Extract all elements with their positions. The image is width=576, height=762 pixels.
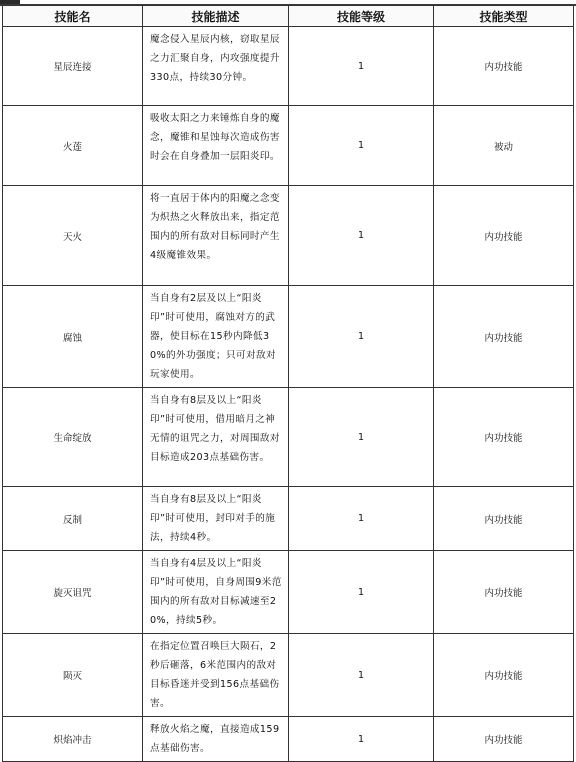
skill-desc: 当自身有8层及以上“阳炎印”时可使用，借用暗月之神无情的诅咒之力，对周围敌对目标造成203点基础伤害。 <box>143 388 289 487</box>
header-skill-name: 技能名 <box>3 6 143 27</box>
skill-desc: 当自身有2层及以上“阳炎印”时可使用，腐蚀对方的武器，使目标在15秒内降低30%的外功强度；只可对敌对玩家使用。 <box>143 286 289 388</box>
skill-name: 火莲 <box>3 106 143 186</box>
skill-name: 陨灭 <box>3 634 143 717</box>
skill-level: 1 <box>289 551 434 634</box>
skill-name: 腐蚀 <box>3 286 143 388</box>
skill-level: 1 <box>289 487 434 551</box>
skill-desc: 当自身有8层及以上“阳炎印”时可使用，封印对手的施法，持续4秒。 <box>143 487 289 551</box>
skill-level: 1 <box>289 186 434 286</box>
skill-desc: 将一直居于体内的阳魔之念变为炽热之火释放出来，指定范围内的所有敌对目标同时产生4级魔锥效果。 <box>143 186 289 286</box>
table-row <box>3 551 574 634</box>
skill-desc: 当自身有4层及以上“阳炎印”时可使用，自身周围9米范围内的所有敌对目标减速至20%，持续5秒。 <box>143 551 289 634</box>
skill-type: 内功技能 <box>434 551 574 634</box>
skill-name: 天火 <box>3 186 143 286</box>
skill-type: 内功技能 <box>434 186 574 286</box>
skill-table <box>2 5 574 762</box>
skill-name: 旋灭诅咒 <box>3 551 143 634</box>
skill-type: 内功技能 <box>434 27 574 106</box>
table-row <box>3 717 574 762</box>
skill-type: 内功技能 <box>434 717 574 762</box>
table-row <box>3 186 574 286</box>
skill-name: 反制 <box>3 487 143 551</box>
skill-desc: 魔念侵入星辰内核，窃取星辰之力汇聚自身，内攻强度提升330点，持续30分钟。 <box>143 27 289 106</box>
skill-level: 1 <box>289 286 434 388</box>
skill-level: 1 <box>289 717 434 762</box>
skill-desc: 在指定位置召唤巨大陨石，2秒后砸落，6米范围内的敌对目标昏迷并受到156点基础伤害。 <box>143 634 289 717</box>
table-row <box>3 286 574 388</box>
skill-name: 生命绽放 <box>3 388 143 487</box>
header-skill-desc: 技能描述 <box>143 6 289 27</box>
skill-name: 炽焰冲击 <box>3 717 143 762</box>
skill-level: 1 <box>289 106 434 186</box>
skill-desc: 吸收太阳之力来锤炼自身的魔念，魔锥和星蚀每次造成伤害时会在自身叠加一层阳炎印。 <box>143 106 289 186</box>
table-row <box>3 634 574 717</box>
table-row <box>3 388 574 487</box>
table-row <box>3 106 574 186</box>
skill-type: 内功技能 <box>434 634 574 717</box>
header-skill-type: 技能类型 <box>434 6 574 27</box>
header-row <box>3 6 574 27</box>
skill-type: 内功技能 <box>434 487 574 551</box>
skill-level: 1 <box>289 27 434 106</box>
skill-type: 内功技能 <box>434 286 574 388</box>
skill-type: 内功技能 <box>434 388 574 487</box>
skill-level: 1 <box>289 388 434 487</box>
header-skill-level: 技能等级 <box>289 6 434 27</box>
skill-level: 1 <box>289 634 434 717</box>
table-row <box>3 487 574 551</box>
skill-type: 被动 <box>434 106 574 186</box>
skill-desc: 释放火焰之魔，直接造成159点基础伤害。 <box>143 717 289 762</box>
table-row <box>3 27 574 106</box>
skill-name: 星辰连接 <box>3 27 143 106</box>
